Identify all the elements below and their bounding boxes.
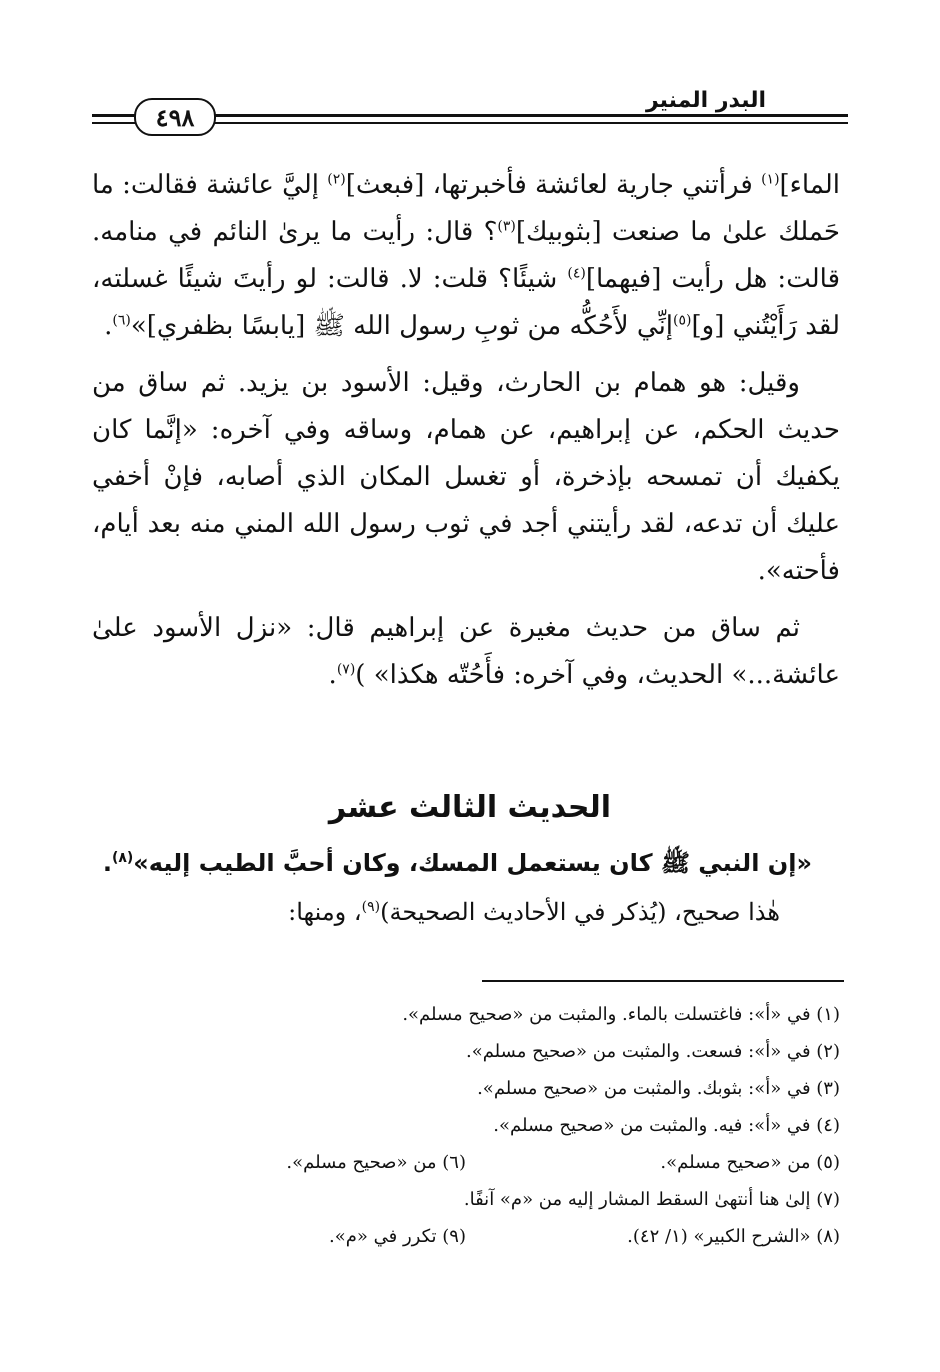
footnote-ref-6: (٦) [112, 312, 131, 329]
footnote-ref-2: (٢) [327, 171, 346, 188]
footnote-6: (٦) من «صحيح مسلم». [286, 1152, 466, 1173]
footnote-row-8-9 [92, 1218, 840, 1255]
footnote-ref-5: (٥) [673, 312, 692, 329]
footnote-ref-9: (٩) [361, 899, 381, 915]
footnote-ref-3: (٣) [497, 218, 516, 235]
paragraph-3: ثم ساق من حديث مغيرة عن إبراهيم قال: «نزل الأسود علىٰ عائشة...» الحديث، وفي آخره: فأَحُتّه هكذا» )$^{(٧)}$. [92, 613, 840, 690]
footnote-ref-7: (٧) [336, 661, 356, 678]
paragraph-1: الماء]$^{(١)}$ فرأتني جارية لعائشة فأخبرتها، [فبعث]$^{(٢)}$ إليَّ عائشة فقالت: ما حَملك علىٰ ما صنعت [بثوبيك]$^{(٣)}$؟ قال: رأيت ما يرىٰ النائم في منامه. قالت: هل رأيت [فيهما]$^{(٤)}$ شيئًا؟ قلت: لا. قالت: لو رأيتَ شيئًا غسلته، لقد رَأَيْتُني [و]$^{(٥)}$إنِّي لأَحُكُّه من ثوبِ رسول الله ﷺ [يابسًا بظفري]»$^{(٦)}$. [92, 170, 840, 341]
grading-line: هٰذا صحيح، (يُذكر في الأحاديث الصحيحة)$^{(٩)}$، ومنها: [288, 898, 780, 926]
page-number-badge: ٤٩٨ [134, 98, 216, 136]
footnote-ref-1: (١) [761, 171, 780, 188]
footnotes [92, 996, 840, 1255]
section-heading: الحديث الثالث عشر [328, 790, 612, 825]
footnote-9: (٩) تكرر في «م». [329, 1226, 466, 1247]
footnote-1: (١) في «أ»: فاغتسلت بالماء. والمثبت من «صحيح مسلم». [402, 1004, 840, 1025]
footnote-separator [482, 980, 844, 982]
footnote-row-5-6 [92, 1144, 840, 1181]
footnote-ref-8: (٨) [111, 850, 134, 866]
footnote-2: (٢) في «أ»: فسعت. والمثبت من «صحيح مسلم». [465, 1041, 840, 1062]
hadith-quote: «إن النبي ﷺ كان يستعمل المسك، وكان أحبَّ الطيب إليه»$^{(٨)}$. [102, 849, 812, 877]
footnote-4: (٤) في «أ»: فيه. والمثبت من «صحيح مسلم». [493, 1115, 840, 1136]
book-title: البدر المنير [645, 88, 766, 113]
paragraph-2: وقيل: هو همام بن الحارث، وقيل: الأسود بن يزيد. ثم ساق من حديث الحكم، عن إبراهيم، عن همام، وساقه وفي آخره: «إنَّما كان يكفيك أن تمسحه بإذخرة، أو تغسل المكان الذي أصابه، فإنْ أخفي عليك أن تدعه، لقد رأيتني أجد في ثوب رسول الله المني منه بعد أيام، فأحته». [92, 368, 841, 586]
footnote-5: (٥) من «صحيح مسلم». [660, 1152, 840, 1173]
footnote-ref-4: (٤) [567, 265, 586, 282]
main-text [92, 162, 840, 709]
page-header [92, 86, 848, 142]
footnote-3: (٣) في «أ»: بثوبك. والمثبت من «صحيح مسلم». [477, 1078, 840, 1099]
footnote-7: (٧) إلىٰ هنا أنتهىٰ السقط المشار إليه من «م» آنفًا. [463, 1189, 840, 1210]
footnote-8: (٨) «الشرح الكبير» (١/ ٤٢). [627, 1226, 840, 1247]
